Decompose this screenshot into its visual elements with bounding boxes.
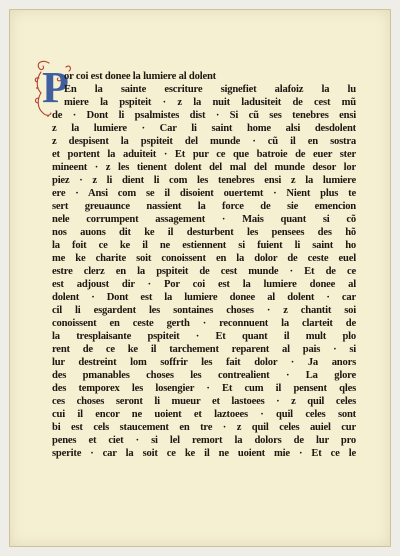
text-line-rubric: or coi est donee la lumiere al dolent [64,71,216,82]
text-line: la tresplaisante pspiteit · Et quant il mult plo [52,331,356,342]
text-line: z la lumiere · Car li saint home alsi desdolent [52,123,356,134]
text-line: est adjoust dir · Por coi est la lumiere donee al [52,279,356,290]
text-line: des pmanables choses les contrealient · La glore [52,370,356,381]
text-line: mineent · z les tienent dolent del mal del munde desor lor [52,162,356,173]
text-line: cil li esgardent les sontaines choses · z chantit soi [52,305,356,316]
text-line: nos auons dit ke il desturbent les pensees des hõ [52,227,356,238]
text-line: z despisent la pspiteit del munde · cũ il en sostra [52,136,356,147]
text-line: lur destreint lom soffrir les fait dolor · Ja anors [52,357,356,368]
text-line: piez · z li dient li com les tenebres ensi z la lumiere [52,175,356,186]
text-line: En la sainte escriture signefiet alafoiz la lu [64,84,356,95]
text-line: et portent la aduiteit · Et pur ce que batroie de euer ster [52,149,356,160]
text-line: miere la pspiteit · z la nuit ladusiteit de cest mũ [64,97,356,108]
text-line: bi est cels staucement en tre · z quil celes auiel cur [52,422,356,433]
text-line: la foit ce ke il ne estiennent si fuient li saint ho [52,240,356,251]
text-line: cui il encor ne uoient et laztoees · quil celes sont [52,409,356,420]
initial-letter: P [42,63,69,112]
text-line: rent de ce ke il tarchement reparent al pais · si [52,344,356,355]
text-line: estre clerz en la pspiteit de cest munde · Et de ce [52,266,356,277]
text-line: me ke charite soit conoissent en la dolor de ceste euel [52,253,356,264]
text-line: dolent · Dont est la lumiere donee al dolent · car [52,292,356,303]
text-line: ces choses seront li mueur et lastoees · z quil celes [52,396,356,407]
text-line: sperite · car la soit ce ke il ne uoient mie · Et ce le [52,448,356,459]
manuscript-page [9,9,391,547]
text-block [52,70,356,460]
text-line: nele corrumpent assagement · Mais quant si cõ [52,214,356,225]
text-line: de · Dont li psalmistes dist · Si cũ ses tenebres ensi [52,110,356,121]
text-line: sert greuaunce nassient la force de sie emencion [52,201,356,212]
text-line: ere · Ansi com se il disoient ouertemt · Nient plus te [52,188,356,199]
text-line: penes et ciet · si lel remort la dolors de lur pro [52,435,356,446]
text-line: conoissent en ceste gerth · reconnuent la clarteit de [52,318,356,329]
text-line: des temporex les losengier · Et cum il pensent qles [52,383,356,394]
